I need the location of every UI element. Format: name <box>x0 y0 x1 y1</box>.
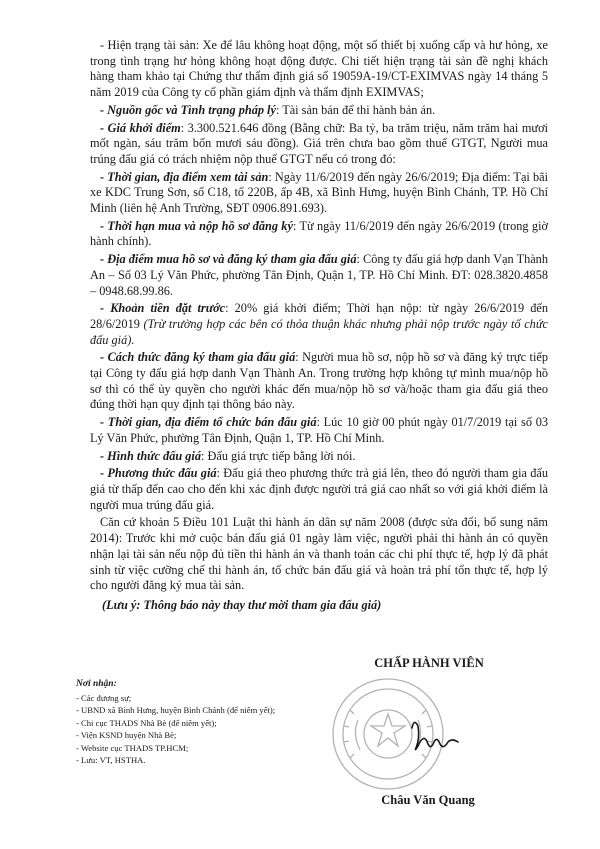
document-body <box>90 38 548 614</box>
paragraph-auction-form: - Hình thức đấu giá: Đấu giá trực tiếp bằng lời nói. <box>100 448 356 463</box>
paragraph-asset-condition: - Hiện trạng tài sản: Xe để lâu không hoạt động, một số thiết bị xuống cấp và hư hỏng, xe trong tình trạng hư hỏng không hoạt động được. Chi tiết hiện trạng tài sản đề nghị khách hàng tham khảo tại Chứng thư thẩm định giá số 19059A-19/CT-EXIMVAS ngày 14 tháng 5 năm 2019 của Công ty cổ phần giám định và thẩm định EXIMVAS; <box>90 38 548 100</box>
paragraph-registration-method: - Cách thức đăng ký tham gia đấu giá: Người mua hồ sơ, nộp hồ sơ và đăng ký trực tiếp tại Công ty đấu giá hợp danh Vạn Thành An. Trong trường hợp không tự mình mua/nộp hồ sơ thì có thể ủy quyền cho người khác đến mua/nộp hồ sơ và/hoặc tham gia đấu giá theo đúng thời hạn quy định tại thông báo này. <box>90 350 548 412</box>
paragraph-starting-price: - Giá khởi điểm: 3.300.521.646 đồng (Bằng chữ: Ba tỷ, ba trăm triệu, năm trăm hai mươi mốt ngàn, sáu trăm bốn mươi sáu đồng). Giá trên chưa bao gồm thuế GTGT, Người mua trúng đấu giá có trách nhiệm nộp thuế GTGT nếu có trong đó: <box>90 120 548 166</box>
recipients-list <box>76 678 336 767</box>
recipient-item: - Lưu: VT, HSTHA. <box>76 755 146 765</box>
paragraph-auction-time: - Thời gian, địa điểm tổ chức bán đấu giá: Lúc 10 giờ 00 phút ngày 01/7/2019 tại số 03 Lý Văn Phức, phường Tân Định, Quận 1, TP. Hồ Chí Minh. <box>90 415 548 445</box>
recipient-item: - Viện KSND huyện Nhà Bè; <box>76 730 177 740</box>
recipient-item: - UBND xã Bình Hưng, huyện Bình Chánh (để niêm yết); <box>76 705 276 715</box>
paragraph-viewing-time: - Thời gian, địa điểm xem tài sản: Ngày 11/6/2019 đến ngày 26/6/2019; Địa điểm: Tại bãi xe KDC Trung Sơn, số C18, tổ 220B, ấp 4B, xã Bình Hưng, huyện Bình Chánh, TP. Hồ Chí Minh (liên hệ Anh Trường, SĐT 0906.891.693). <box>90 169 548 216</box>
paragraph-auction-method: - Phương thức đấu giá: Đấu giá theo phương thức trả giá lên, theo đó người tham gia đấu giá từ thấp đến cao cho đến khi xác định được người trả giá cao nhất so với giá khởi điểm là người mua trúng đấu giá. <box>90 466 548 512</box>
invitation-note: (Lưu ý: Thông báo này thay thư mời tham gia đấu giá) <box>102 597 382 612</box>
paragraph-legal-status: - Nguồn gốc và Tình trạng pháp lý: Tài sản bán để thi hành bản án. <box>100 102 436 117</box>
signer-title: CHẤP HÀNH VIÊN <box>374 656 484 670</box>
recipient-item: - Website cục THADS TP.HCM; <box>76 742 189 753</box>
paragraph-deposit: - Khoản tiền đặt trước: 20% giá khởi điểm; Thời hạn nộp: từ ngày 26/6/2019 đến 28/6/2019 (Trừ trường hợp các bên có thỏa thuận khác nhưng phải nộp trước ngày tổ chức đấu giá). <box>90 301 548 347</box>
signer-name: Châu Văn Quang <box>381 793 475 807</box>
signature-mark <box>412 722 458 749</box>
paragraph-registration-deadline: - Thời hạn mua và nộp hồ sơ đăng ký: Từ ngày 11/6/2019 đến ngày 26/6/2019 (trong giờ hành chính). <box>90 218 548 249</box>
recipient-item: - Chi cục THADS Nhà Bè (để niêm yết); <box>76 717 217 728</box>
seal-stamp <box>333 679 443 789</box>
recipients-title: Nơi nhận: <box>76 679 117 689</box>
recipient-item: - Các đương sự; <box>76 692 132 703</box>
official-seal-with-signature <box>330 670 470 798</box>
paragraph-registration-place: - Địa điểm mua hồ sơ và đăng ký tham gia đấu giá: Công ty đấu giá hợp danh Vạn Thành An – Số 03 Lý Văn Phức, phường Tân Định, Quận 1, TP. Hồ Chí Minh. ĐT: 028.3820.4858 – 0948.68.99.86. <box>90 252 548 298</box>
paragraph-legal-basis: Căn cứ khoản 5 Điều 101 Luật thi hành án dân sự năm 2008 (được sửa đổi, bổ sung năm 2014): Trước khi mở cuộc bán đấu giá 01 ngày làm việc, người phải thi hành án có quyền nhận lại tài sản nếu nộp đủ tiền thi hành án và thanh toán các chi phí thực tế, hợp lý đã phát sinh từ việc cưỡng chế thi hành án, tổ chức bán đấu giá và hoàn trả phí tổn thực tế, hợp lý cho người đăng ký mua tài sản. <box>90 515 548 593</box>
